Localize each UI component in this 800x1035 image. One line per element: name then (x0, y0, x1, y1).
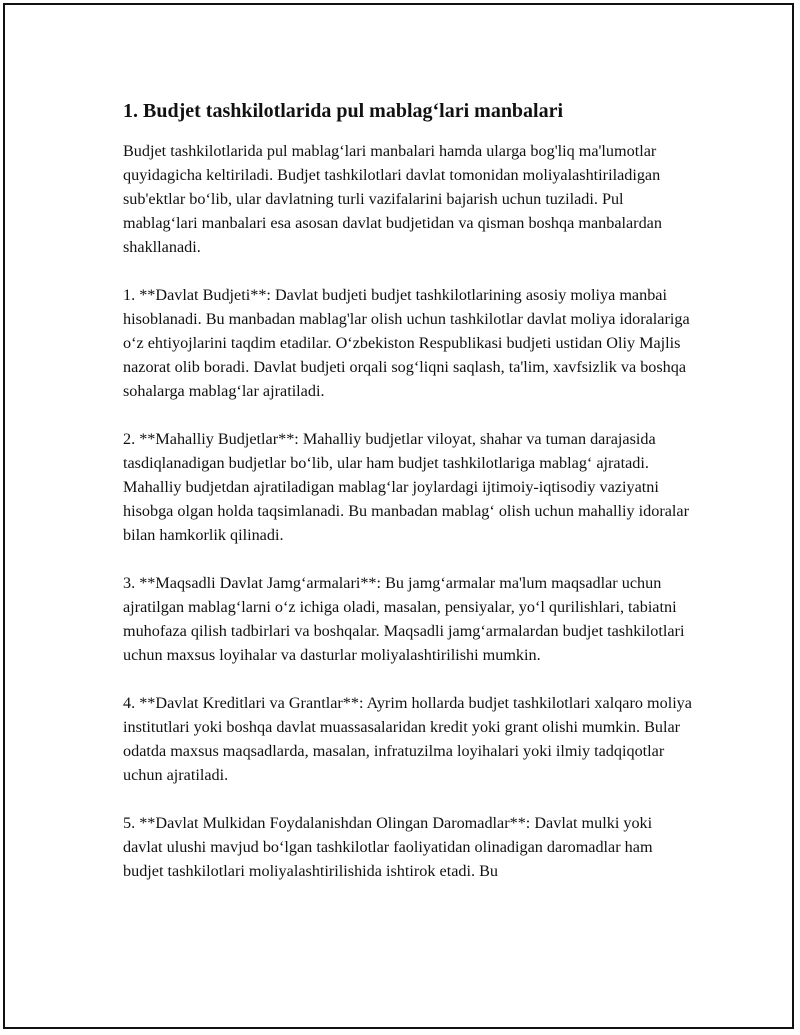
paragraph-davlat-budjeti: 1. **Davlat Budjeti**: Davlat budjeti budjet tashkilotlarining asosiy moliya manbai hisoblanadi. Bu manbadan mablag'lar olish uchun tashkilotlar davlat moliya idoralariga o‘z ehtiyojlarini taqdim etadilar. O‘zbekiston Respublikasi budjeti ustidan Oliy Majlis nazorat olib boradi. Davlat budjeti orqali sog‘liqni saqlash, ta'lim, xavfsizlik va boshqa sohalarga mablag‘lar ajratiladi. (123, 286, 690, 400)
document-body (123, 97, 693, 883)
paragraph-davlat-mulki: 5. **Davlat Mulkidan Foydalanishdan Olingan Daromadlar**: Davlat mulki yoki davlat ulushi mavjud bo‘lgan tashkilotlar faoliyatidan olinadigan daromadlar ham budjet tashkilotlari moliyalashtirilishida ishtirok etadi. Bu (123, 814, 653, 880)
intro-paragraph: Budjet tashkilotlarida pul mablag‘lari manbalari hamda ularga bog'liq ma'lumotlar quyidagicha keltiriladi. Budjet tashkilotlari davlat tomonidan moliyalashtiriladigan sub'ektlar bo‘lib, ular davlatning turli vazifalarini bajarish uchun tuziladi. Pul mablag‘lari manbalari esa asosan davlat budjetidan va qisman boshqa manbalardan shakllanadi. (123, 142, 662, 256)
page-frame (3, 3, 794, 1029)
paragraph-mahalliy-budjetlar: 2. **Mahalliy Budjetlar**: Mahalliy budjetlar viloyat, shahar va tuman darajasida tasdiqlanadigan budjetlar bo‘lib, ular ham budjet tashkilotlariga mablag‘ ajratadi. Mahalliy budjetdan ajratiladigan mablag‘lar joylardagi ijtimoiy-iqtisodiy vaziyatni hisobga olgan holda taqsimlanadi. Bu manbadan mablag‘ olish uchun mahalliy idoralar bilan hamkorlik qilinadi. (123, 430, 689, 544)
document-title: 1. Budjet tashkilotlarida pul mablag‘lari manbalari (123, 100, 564, 122)
paragraph-kreditlar-grantlar: 4. **Davlat Kreditlari va Grantlar**: Ayrim hollarda budjet tashkilotlari xalqaro moliya institutlari yoki boshqa davlat muassasalaridan kredit yoki grant olishi mumkin. Bular odatda maxsus maqsadlarda, masalan, infratuzilma loyihalari yoki ilmiy tadqiqotlar uchun ajratiladi. (123, 694, 692, 784)
paragraph-maqsadli-jamgarmalar: 3. **Maqsadli Davlat Jamg‘armalari**: Bu jamg‘armalar ma'lum maqsadlar uchun ajratilgan mablag‘larni o‘z ichiga oladi, masalan, pensiyalar, yo‘l qurilishlari, tabiatni muhofaza qilish tadbirlari va boshqalar. Maqsadli jamg‘armalardan budjet tashkilotlari uchun maxsus loyihalar va dasturlar moliyalashtirilishi mumkin. (123, 574, 685, 664)
